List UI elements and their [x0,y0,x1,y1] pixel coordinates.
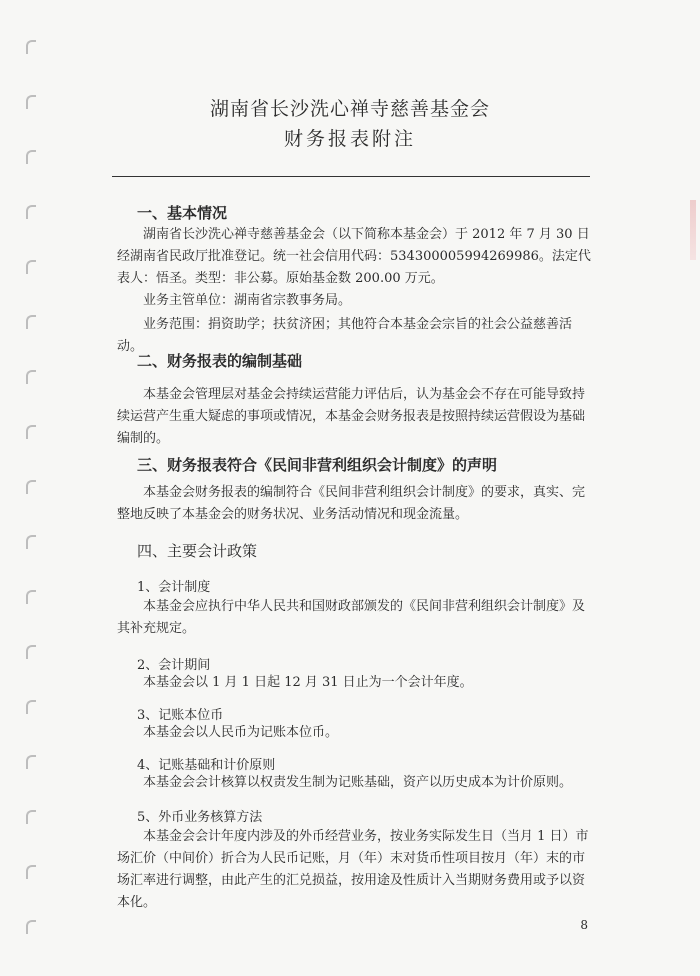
policy-item-text: 本基金会以人民币为记账本位币。 [143,725,339,740]
edge-stain [690,200,696,260]
binding-mark [26,865,36,879]
section-heading-policies: 四、主要会计政策 [137,542,258,560]
section-paragraph: 业务范围：捐资助学；扶贫济困；其他符合本基金会宗旨的社会公益慈善活动。 [117,317,573,354]
binding-mark [26,315,36,329]
binding-mark [26,40,36,54]
binding-mark [26,755,36,769]
policy-item-title: 2、会计期间 [137,658,211,673]
binding-mark [26,150,36,164]
section-heading-basis: 二、财务报表的编制基础 [137,352,303,370]
binding-mark [26,700,36,714]
binding-mark [26,590,36,604]
title-divider [112,176,590,177]
section-heading-basic-info: 一、基本情况 [137,204,228,222]
binding-mark [26,260,36,274]
section-paragraph: 本基金会管理层对基金会持续运营能力评估后，认为基金会不存在可能导致持续运营产生重大疑虑的事项或情况，本基金会财务报表是按照持续运营假设为基础编制的。 [117,387,586,446]
binding-mark [26,535,36,549]
binding-mark [26,370,36,384]
binding-marks [26,40,38,940]
section-paragraph: 湖南省长沙洗心禅寺慈善基金会（以下简称本基金会）于 2012 年 7 月 30 日经湖南省民政厅批准登记。统一社会信用代码：534300005994269986。法定代表人：悟圣。类型：非公募。原始基金数 200.00 万元。 [117,227,591,286]
policy-item-title: 3、记账本位币 [137,708,224,723]
policy-item-title: 4、记账基础和计价原则 [137,758,276,773]
policy-item-text: 本基金会以 1 月 1 日起 12 月 31 日止为一个会计年度。 [143,675,473,690]
binding-mark [26,205,36,219]
binding-mark [26,810,36,824]
binding-mark [26,480,36,494]
doc-title: 财务报表附注 [283,128,416,150]
binding-mark [26,645,36,659]
policy-item-text: 本基金会会计年度内涉及的外币经营业务，按业务实际发生日（当月 1 日）市场汇价（中间价）折合为人民币记账，月（年）末对货币性项目按月（年）末的市场汇率进行调整，由此产生的汇兑损益，按用途及性质计入当期财务费用或予以资本化。 [117,829,589,910]
section-paragraph: 本基金会财务报表的编制符合《民间非营利组织会计制度》的要求，真实、完整地反映了本基金会的财务状况、业务活动情况和现金流量。 [117,485,586,522]
policy-item-title: 5、外币业务核算方法 [137,810,263,825]
page-number: 8 [580,918,588,932]
section-heading-compliance: 三、财务报表符合《民间非营利组织会计制度》的声明 [137,456,498,474]
policy-item-text: 本基金会应执行中华人民共和国财政部颁发的《民间非营利组织会计制度》及其补充规定。 [117,599,586,636]
binding-mark [26,920,36,934]
section-paragraph: 业务主管单位：湖南省宗教事务局。 [143,293,352,308]
binding-mark [26,425,36,439]
policy-item-text: 本基金会会计核算以权责发生制为记账基础，资产以历史成本为计价原则。 [143,775,573,790]
org-title: 湖南省长沙洗心禅寺慈善基金会 [209,98,490,120]
policy-item-title: 1、会计制度 [137,580,211,595]
